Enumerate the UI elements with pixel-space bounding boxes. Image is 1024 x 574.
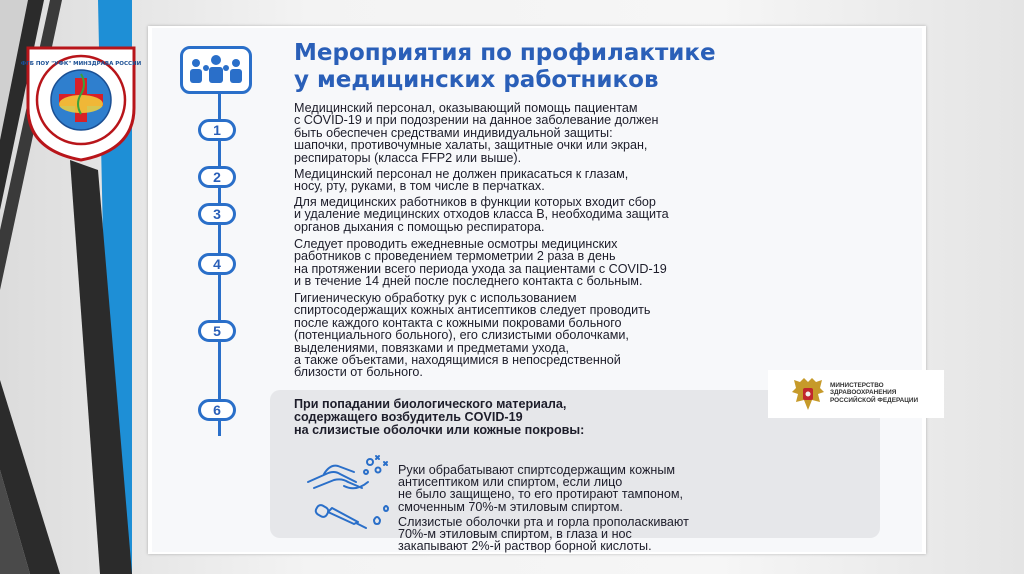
document-body xyxy=(152,28,922,552)
step-text xyxy=(294,168,884,193)
text-line: шапочки, противочумные халаты, защитные очки или экран, xyxy=(294,138,648,153)
page-title xyxy=(294,40,894,94)
double-headed-eagle-icon xyxy=(790,374,826,414)
text-line: а также объектами, находящимися в непосредственной xyxy=(294,353,621,368)
step-badge: 3 xyxy=(198,203,236,225)
text-line: близости от больного. xyxy=(294,365,423,380)
text-line: и удаление медицинских отходов класса В, необходима защита xyxy=(294,207,669,222)
logo-ring-text: ФГБ ПОУ "УФК" МИНЗДРАВА РОССИИ xyxy=(20,61,142,67)
text-line: Гигиеническую обработку рук с использованием xyxy=(294,291,577,305)
text-line: содержащего возбудитель COVID-19 xyxy=(294,409,523,424)
text-line: При попадании биологического материала, xyxy=(294,397,567,411)
ministry-badge xyxy=(768,370,944,418)
text-line: Слизистые оболочки рта и горла прополаскивают xyxy=(398,515,689,529)
step-text xyxy=(294,238,884,288)
step-badge: 2 xyxy=(198,166,236,188)
step-badge: 4 xyxy=(198,253,236,275)
pipette-icon xyxy=(314,500,394,530)
text-line: спиртосодержащих кожных антисептиков следует проводить xyxy=(294,303,651,318)
ministry-name: МИНИСТЕРСТВО ЗДРАВООХРАНЕНИЯ РОССИЙСКОЙ ФЕДЕРАЦИИ xyxy=(830,382,919,404)
text-line: Медицинский персонал, оказывающий помощь пациентам xyxy=(294,101,638,115)
text-line: антисептиком или спиртом, если лицо xyxy=(398,475,623,490)
text-line: 70%-м этиловым спиртом, в глаза и нос xyxy=(398,527,632,542)
step-text xyxy=(294,292,884,379)
text-line: с COVID-19 и при подозрении на данное заболевание должен xyxy=(294,113,659,128)
text-line: (потенциального больного), его слизистыми оболочками, xyxy=(294,328,629,343)
washing-hands-icon xyxy=(304,452,390,496)
text-line: Для медицинских работников в функции которых входит сбор xyxy=(294,195,656,209)
text-line: на слизистые оболочки или кожные покровы: xyxy=(294,422,585,437)
exposure-mucosa-text xyxy=(398,516,858,553)
text-line: закапывают 2%-й раствор борной кислоты. xyxy=(398,539,652,554)
people-group-icon xyxy=(180,46,252,94)
text-line: Медицинский персонал не должен прикасаться к глазам, xyxy=(294,167,629,181)
document-card xyxy=(148,26,926,554)
text-line: выделениями, повязками и предметами ухода, xyxy=(294,340,570,355)
step-badge: 1 xyxy=(198,119,236,141)
text-line: после каждого контакта с кожными покровами больного xyxy=(294,315,622,330)
title-line: Мероприятия по профилактике xyxy=(294,40,716,66)
step-badge: 6 xyxy=(198,399,236,421)
text-line: работников с проведением термометрии 2 раза в день xyxy=(294,249,616,264)
text-line: быть обеспечен средствами индивидуальной защиты: xyxy=(294,125,613,140)
text-line: не было защищено, то его протирают тампоном, xyxy=(398,487,684,502)
college-logo xyxy=(20,38,142,162)
text-line: Руки обрабатывают спиртсодержащим кожным xyxy=(398,463,676,477)
text-line: респираторы (класса FFP2 или выше). xyxy=(294,150,522,165)
step-badge: 5 xyxy=(198,320,236,342)
title-line: у медицинских работников xyxy=(294,67,659,93)
text-line: смоченным 70%-м этиловым спиртом. xyxy=(398,499,623,514)
text-line: Следует проводить ежедневные осмотры медицинских xyxy=(294,237,618,251)
step-text xyxy=(294,102,884,164)
step-text xyxy=(294,196,884,233)
exposure-skin-text xyxy=(398,464,858,513)
text-line: и в течение 14 дней после последнего контакта с больным. xyxy=(294,274,643,289)
text-line: органов дыхания с помощью респиратора. xyxy=(294,219,545,234)
text-line: носу, рту, руками, в том числе в перчатках. xyxy=(294,179,545,194)
text-line: на протяжении всего периода ухода за пациентами с COVID-19 xyxy=(294,261,667,276)
